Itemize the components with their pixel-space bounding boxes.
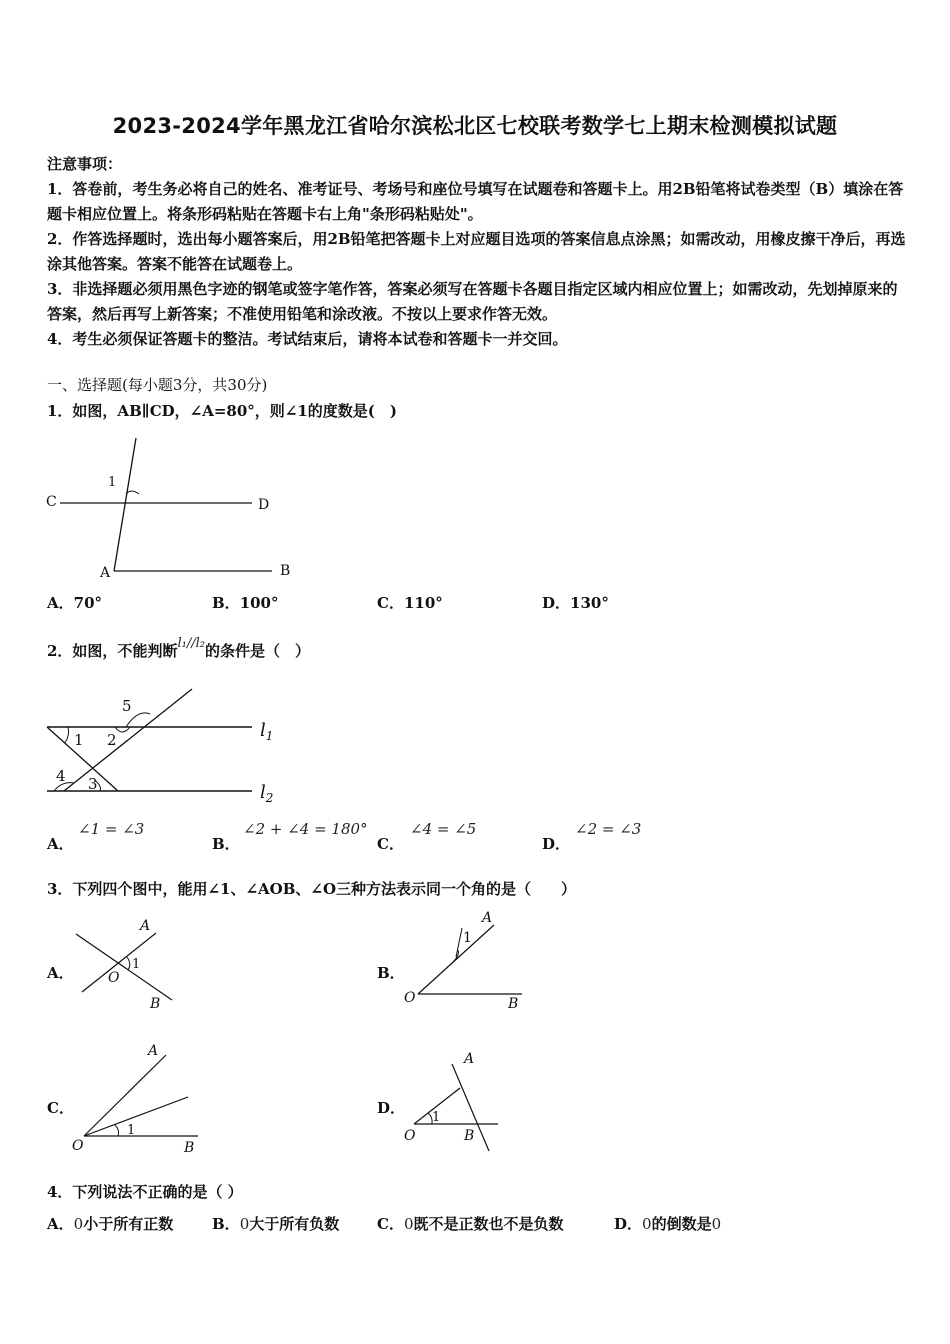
q1-stem: 1．如图，AB∥CD，∠A=80°，则∠1的度数是( ): [47, 402, 397, 420]
q4-option-d-text: 的倒数是: [651, 1215, 712, 1233]
q2-stem-post: 的条件是（ ）: [204, 642, 310, 660]
label-l2-main: l: [260, 782, 266, 803]
q4-option-b-zero: 0: [239, 1215, 250, 1233]
label-d: D: [258, 497, 270, 513]
notes-heading: 注意事项：: [47, 155, 123, 173]
label-1: 1: [432, 1110, 441, 1125]
q4-option-c-zero: 0: [403, 1215, 414, 1233]
q1-option-c: [377, 592, 443, 614]
q1-option-b-text: 100°: [239, 594, 279, 612]
q1-option-c-letter: C．: [377, 594, 404, 612]
q2-option-c-letter: C．: [377, 835, 404, 853]
angle-arc: [127, 957, 130, 970]
label-b: B: [280, 563, 291, 579]
label-angle-2: 2: [107, 731, 117, 749]
label-b: B: [508, 996, 519, 1012]
label-a: A: [464, 1051, 475, 1067]
q2-figure: [40, 685, 300, 810]
note-item-3: 3．非选择题必须用黑色字迹的钢笔或签字笔作答，答案必须写在答题卡各题目指定区域内相应位置上；如需改动，先划掉原来的答案，然后再写上新答案；不准使用铅笔和涂改液。不按以上要求作答无效。: [47, 280, 898, 323]
label-angle-5: 5: [122, 697, 132, 715]
q3-option-c-label: C．: [47, 1099, 74, 1117]
q3-figure-d: [400, 1045, 510, 1160]
q4-option-b-letter: B．: [212, 1215, 240, 1233]
q4-option-a-text: 小于所有正数: [83, 1215, 174, 1233]
q1-option-a-text: 70°: [73, 594, 103, 612]
label-o: O: [72, 1138, 84, 1154]
label-angle-1: 1: [108, 475, 117, 490]
angle-1-arc: [65, 727, 69, 743]
line-oc: [84, 1097, 188, 1136]
label-l2: [260, 782, 273, 805]
q4-option-b-text: 大于所有负数: [249, 1215, 340, 1233]
q1-option-d-text: 130°: [570, 594, 609, 612]
label-o: O: [108, 970, 120, 986]
notes-block: [47, 152, 907, 352]
q4-option-c-letter: C．: [377, 1215, 404, 1233]
label-angle-3: 3: [88, 775, 98, 793]
label-a: A: [148, 1043, 159, 1059]
label-l1-main: l: [260, 720, 266, 741]
label-b: B: [150, 996, 161, 1012]
label-a: A: [482, 910, 493, 926]
line-oa: [418, 925, 494, 994]
transversal-line: [114, 438, 136, 571]
q3-option-d-label: D．: [377, 1099, 406, 1117]
q4-option-a-letter: A．: [47, 1215, 74, 1233]
q1-figure: [40, 430, 300, 585]
q4-option-d-zero2: 0: [711, 1215, 722, 1233]
q2-stem-pre: 2．如图，不能判断: [47, 642, 178, 660]
q3-option-a-label: A．: [47, 964, 74, 982]
label-a: A: [140, 918, 151, 934]
q3-option-b-label: B．: [377, 964, 405, 982]
q1-option-c-text: 110°: [403, 594, 443, 612]
label-1: 1: [127, 1123, 136, 1138]
label-c: C: [46, 494, 57, 510]
q4-option-d-zero: 0: [642, 1215, 652, 1233]
q3-stem: 3．下列四个图中，能用∠1、∠AOB、∠O三种方法表示同一个角的是（ ）: [47, 880, 577, 898]
angle-arc: [115, 1125, 119, 1136]
q2-option-c-text: ∠4 = ∠5: [410, 820, 477, 838]
label-b: B: [184, 1140, 195, 1156]
q2-stem-math: l₁//l₂: [177, 636, 205, 651]
page-title: 2023-2024学年黑龙江省哈尔滨松北区七校联考数学七上期末检测模拟试题: [112, 114, 838, 138]
line-ob: [76, 934, 172, 1000]
q4-option-b: [212, 1213, 339, 1235]
q2-option-a-text: ∠1 = ∠3: [78, 820, 145, 838]
label-l2-sub: 2: [265, 791, 274, 805]
q2-option-d-text: ∠2 = ∠3: [575, 820, 642, 838]
q4-stem: 4．下列说法不正确的是（ ）: [47, 1183, 243, 1201]
q4-option-c: [377, 1213, 564, 1235]
label-b: B: [464, 1128, 475, 1144]
q4-option-c-text: 既不是正数也不是负数: [413, 1215, 564, 1233]
q2-option-b-letter: B．: [212, 835, 240, 853]
q4-option-a-zero: 0: [73, 1215, 84, 1233]
q3-figure-c: [68, 1040, 208, 1158]
q2-option-a-letter: A．: [47, 835, 74, 853]
angle-1-arc: [126, 491, 139, 494]
q1-option-b: [212, 592, 279, 614]
q4-option-d: [614, 1213, 721, 1235]
q2-option-b-text: ∠2 + ∠4 = 180°: [243, 820, 368, 838]
q3-figure-a: [70, 912, 190, 1017]
q1-option-d-letter: D．: [542, 594, 571, 612]
q4-option-d-letter: D．: [614, 1215, 643, 1233]
q2-stem: [47, 636, 310, 664]
q1-option-a-letter: A．: [47, 594, 74, 612]
note-item-4: 4．考生必须保证答题卡的整洁。考试结束后，请将本试卷和答题卡一并交回。: [47, 330, 568, 348]
label-1: 1: [463, 930, 472, 946]
q1-option-b-letter: B．: [212, 594, 240, 612]
label-angle-1: 1: [74, 731, 84, 749]
label-angle-4: 4: [56, 767, 66, 785]
note-item-2: 2．作答选择题时，选出每小题答案后，用2B铅笔把答题卡上对应题目选项的答案信息点涂黑；如需改动，用橡皮擦干净后，再选涂其他答案。答案不能答在试题卷上。: [47, 230, 906, 273]
label-o: O: [404, 1128, 416, 1144]
section-heading: 一、选择题(每小题3分，共30分): [47, 376, 268, 394]
pointer-line: [456, 928, 462, 957]
label-l1-sub: 1: [265, 729, 274, 743]
label-1: 1: [132, 957, 141, 972]
note-item-1: 1．答卷前，考生务必将自己的姓名、准考证号、考场号和座位号填写在试题卷和答题卡上。用2B铅笔将试卷类型（B）填涂在答题卡相应位置上。将条形码粘贴在答题卡右上角"条形码粘贴处"。: [47, 180, 904, 223]
q3-figure-b: [398, 905, 528, 1015]
label-o: O: [404, 990, 416, 1006]
line-oa: [84, 1055, 166, 1136]
label-l1: [260, 720, 273, 743]
q1-option-a: [47, 592, 102, 614]
q2-option-d-letter: D．: [542, 835, 571, 853]
q1-option-d: [542, 592, 609, 614]
label-a: A: [100, 565, 111, 581]
q4-option-a: [47, 1213, 173, 1235]
